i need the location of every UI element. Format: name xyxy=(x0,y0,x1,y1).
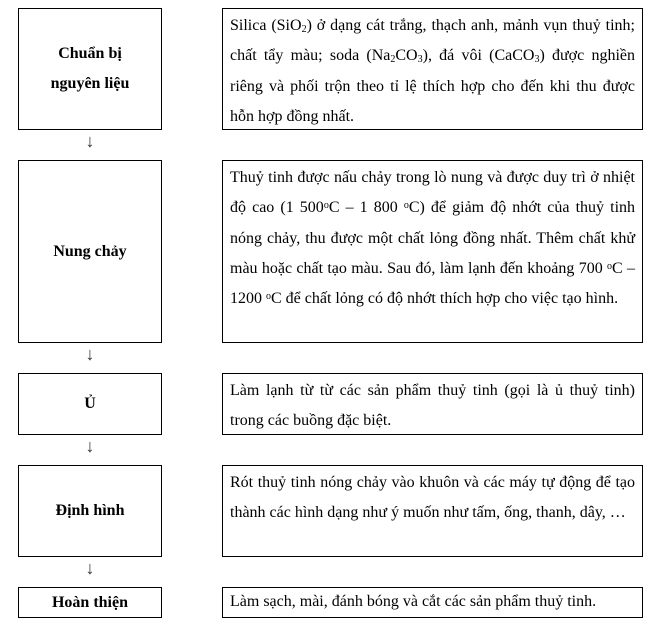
text-part: C) để giảm độ nhớt của thuỷ tinh nóng chảy, thu được một chất lỏng đồng nhất. Thêm chất khử màu hoặc chất tạo màu. Sau đó, làm lạnh đến khoảng 700 xyxy=(230,199,636,277)
text-part: ) được nghiền riêng và phối trộn theo tỉ lệ thích hợp cho đến khi thu được hỗn hợp đồng nhất. xyxy=(230,47,636,125)
degree-superscript: o xyxy=(403,200,409,212)
text-part: C – 1200 xyxy=(230,259,636,308)
down-arrow-icon: ↓ xyxy=(85,131,95,151)
text-part: Silica (SiO xyxy=(230,17,302,34)
step-title xyxy=(51,39,130,99)
step-title: Hoàn thiện xyxy=(51,593,128,611)
step-box-u xyxy=(18,373,162,435)
text-part: C – 1 800 xyxy=(328,199,404,217)
step-title-line-1: Chuẩn bị xyxy=(58,45,122,62)
down-arrow-icon: ↓ xyxy=(85,558,95,578)
step-box-dinh-hinh xyxy=(18,465,162,557)
step-title: Ủ xyxy=(84,395,96,412)
step-description-nung-chay xyxy=(222,160,643,343)
subscript: 2 xyxy=(390,54,396,66)
text-part: ) ở dạng cát trắng, thạch anh, mảnh vụn thuỷ tinh; chất tẩy màu; soda (Na xyxy=(230,17,635,65)
step-title: Nung chảy xyxy=(53,242,127,260)
down-arrow-icon: ↓ xyxy=(85,436,95,456)
step-description-chuan-bi-nguyen-lieu xyxy=(222,8,643,130)
step-description-hoan-thien: Làm sạch, mài, đánh bóng và cắt các sản phẩm thuỷ tinh. xyxy=(222,587,643,618)
degree-superscript: o xyxy=(607,260,613,272)
step-description-dinh-hinh: Rót thuỷ tinh nóng chảy vào khuôn và các máy tự động để tạo thành các hình dạng như ý muốn như tấm, ống, thanh, dây, … xyxy=(222,465,643,557)
text-part: CO xyxy=(395,47,418,65)
text-part: Thuỷ tinh được nấu chảy trong lò nung và được duy trì ở nhiệt độ cao (1 500 xyxy=(230,169,635,217)
step-box-nung-chay xyxy=(18,160,162,343)
step-box-hoan-thien xyxy=(18,587,162,618)
degree-superscript: o xyxy=(266,291,271,303)
step-title-line-2: nguyên liệu xyxy=(50,75,130,92)
subscript: 3 xyxy=(417,54,423,66)
degree-superscript: o xyxy=(323,200,329,212)
step-title: Định hình xyxy=(55,502,125,519)
text-part: C để chất lỏng có độ nhớt thích hợp cho việc tạo hình. xyxy=(271,290,619,308)
text-part: ), đá vôi (CaCO xyxy=(422,47,535,65)
subscript: 3 xyxy=(534,54,540,66)
step-box-chuan-bi-nguyen-lieu xyxy=(18,8,162,130)
down-arrow-icon: ↓ xyxy=(85,344,95,364)
subscript: 2 xyxy=(301,24,307,35)
step-description-u: Làm lạnh từ từ các sản phẩm thuỷ tinh (gọi là ủ thuỷ tinh) trong các buồng đặc biệt. xyxy=(222,373,643,435)
